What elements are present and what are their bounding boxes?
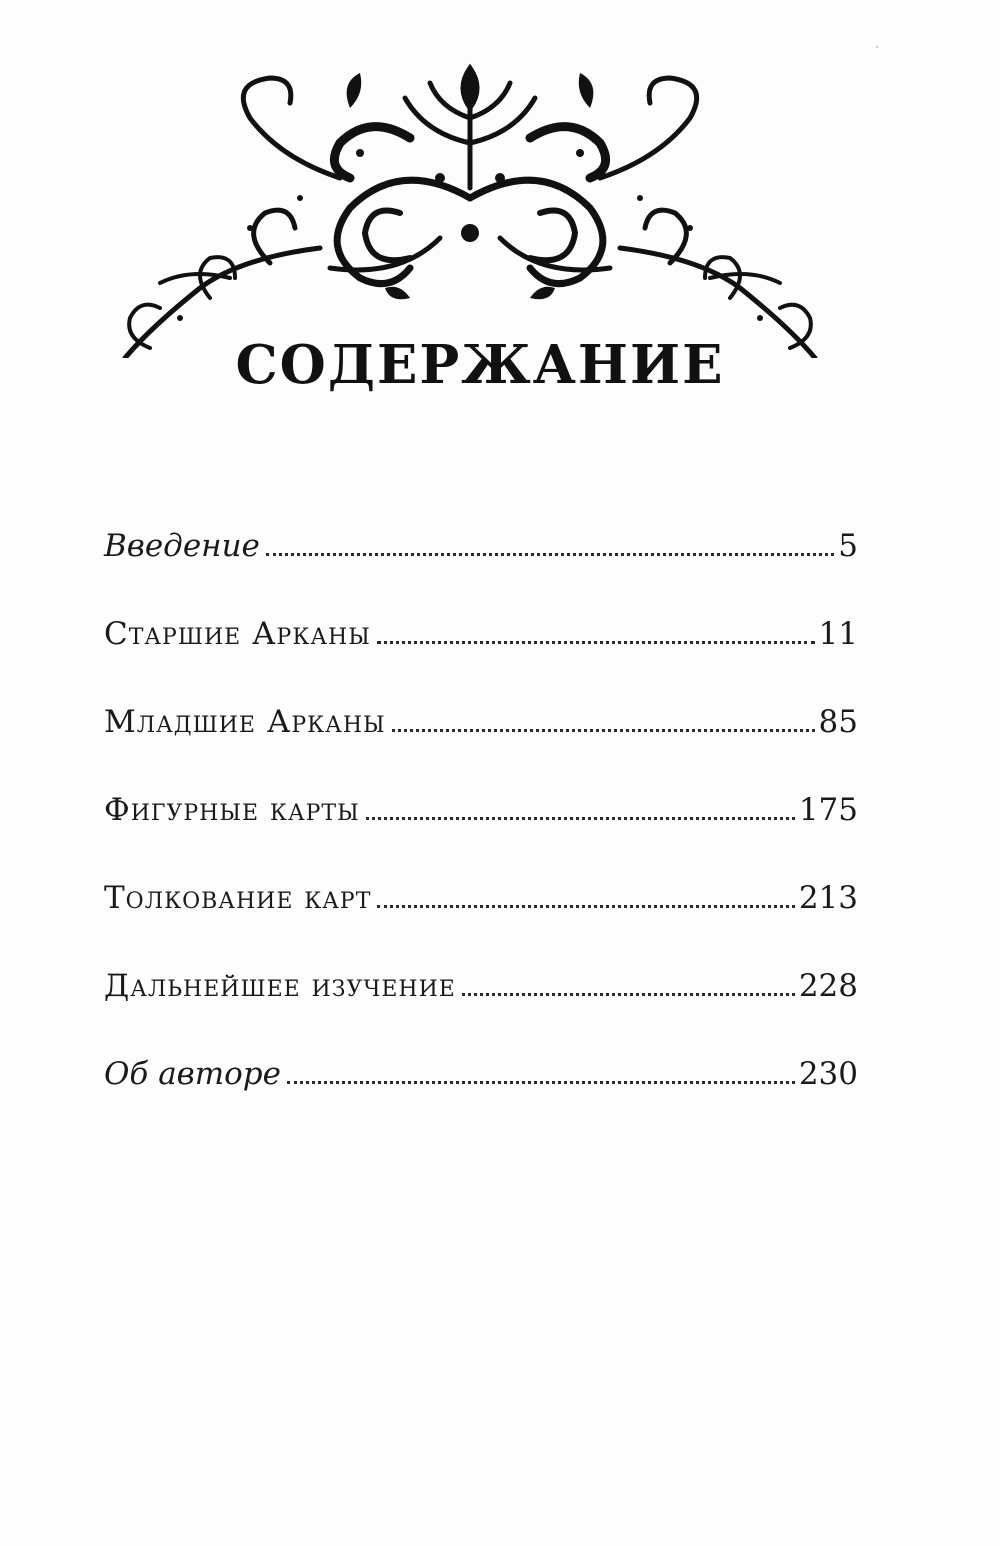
toc-entry-title: Введение	[104, 528, 260, 564]
toc-entry-page: 213	[798, 880, 858, 916]
toc-entry[interactable]	[104, 968, 858, 1056]
toc-entry-page: 230	[798, 1056, 858, 1092]
dot-leader	[392, 729, 815, 732]
toc-entry[interactable]	[104, 1056, 858, 1144]
paper-speck	[876, 46, 878, 48]
table-of-contents	[104, 528, 858, 1144]
toc-entry-page: 11	[818, 616, 858, 652]
toc-entry-title: Младшие Арканы	[104, 704, 386, 740]
dot-leader	[377, 641, 815, 644]
toc-entry-title: Старшие Арканы	[104, 616, 371, 652]
toc-entry-title: Об авторе	[104, 1056, 281, 1092]
toc-entry-page: 175	[798, 792, 858, 828]
toc-entry-title: Толкование карт	[104, 880, 372, 916]
dot-leader	[377, 905, 794, 908]
dot-leader	[266, 553, 834, 556]
toc-entry-page: 228	[798, 968, 858, 1004]
dot-leader	[287, 1081, 795, 1084]
toc-entry-title: Фигурные карты	[104, 792, 360, 828]
toc-entry-page: 85	[818, 704, 858, 740]
toc-entry[interactable]	[104, 704, 858, 792]
toc-entry-page: 5	[838, 528, 858, 564]
toc-entry[interactable]	[104, 880, 858, 968]
floral-crown-icon	[110, 48, 830, 358]
toc-entry-title: Дальнейшее изучение	[104, 968, 456, 1004]
toc-entry[interactable]	[104, 792, 858, 880]
page-title: СОДЕРЖАНИЕ	[235, 334, 725, 396]
dot-leader	[462, 993, 795, 996]
toc-entry[interactable]	[104, 616, 858, 704]
dot-leader	[366, 817, 795, 820]
toc-entry[interactable]	[104, 528, 858, 616]
